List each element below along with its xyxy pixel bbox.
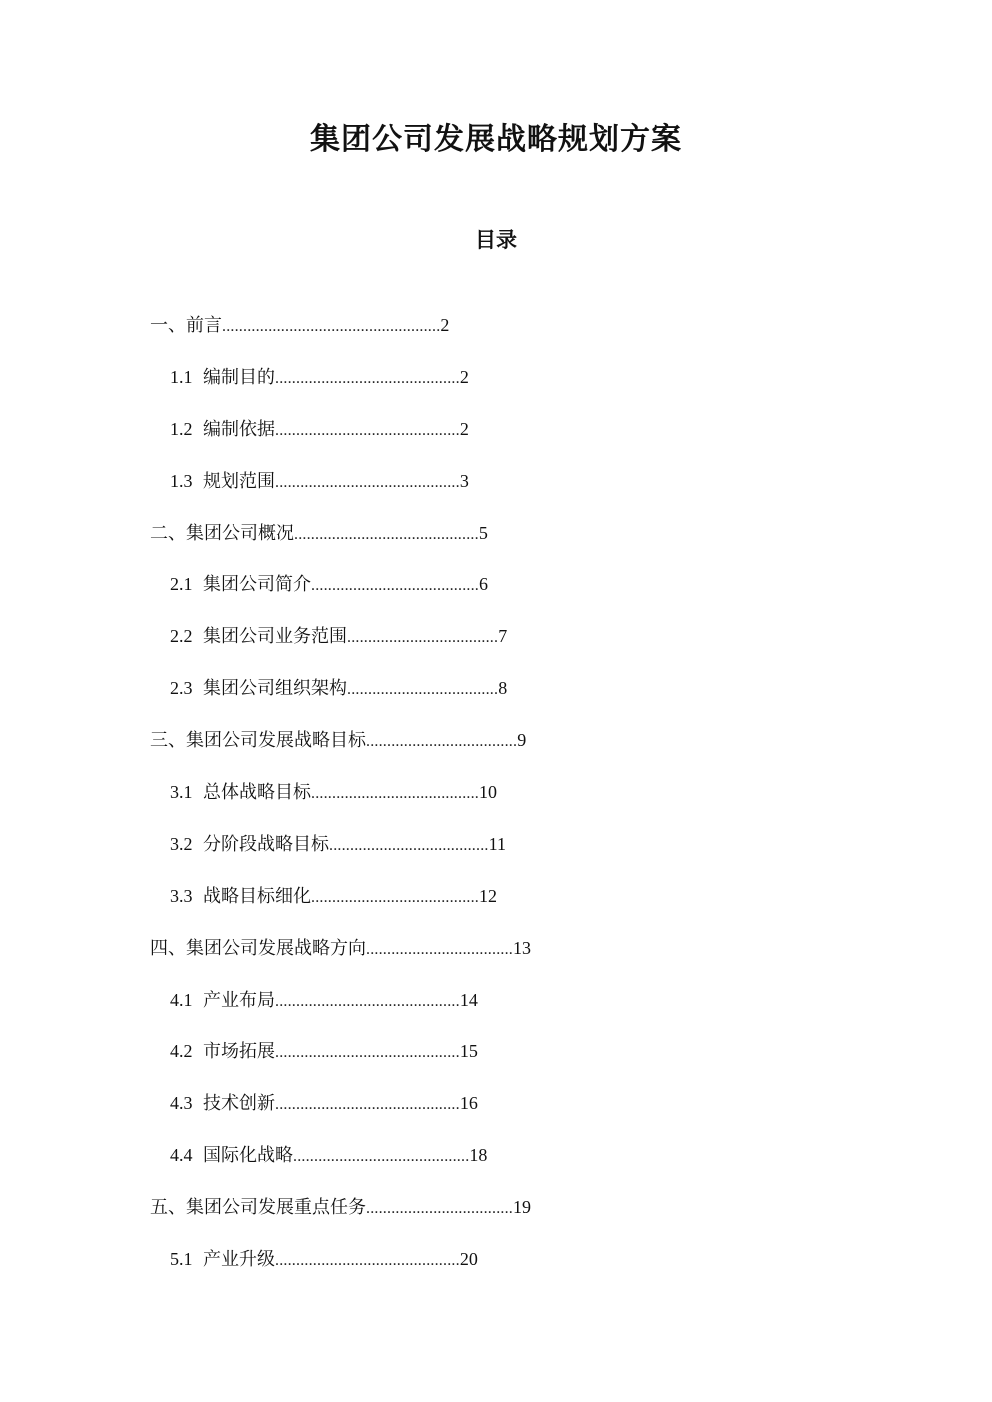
toc-entry-label: 四、集团公司发展战略方向 [150, 937, 366, 959]
toc-dot-leader: ........................................ [311, 577, 479, 595]
toc-subsection-entry[interactable] [0, 466, 992, 518]
toc-dot-leader: .................................................... [222, 318, 441, 335]
toc-section-entry[interactable] [0, 933, 992, 985]
toc-entry-number: 1.2 [170, 418, 193, 439]
toc-heading: 目录 [475, 228, 517, 252]
toc-dot-leader: ................................... [366, 940, 513, 958]
toc-page-number: 10 [479, 782, 497, 803]
toc-page-number: 20 [459, 1249, 478, 1270]
toc-dot-leader: .................................... [347, 629, 499, 647]
toc-entry-number: 1.3 [170, 470, 193, 491]
toc-subsection-entry[interactable] [0, 1244, 992, 1296]
toc-entry-label: 战略目标细化 [203, 885, 311, 907]
toc-subsection-entry[interactable] [0, 829, 992, 881]
toc-subsection-entry[interactable] [0, 1088, 992, 1140]
toc-subsection-entry[interactable] [0, 881, 992, 933]
toc-entry-number: 4.4 [170, 1145, 193, 1166]
toc-entry-label: 二、集团公司概况 [150, 522, 294, 544]
toc-entry-label: 编制依据 [203, 418, 275, 440]
toc-entry-number: 2.1 [170, 574, 193, 595]
toc-dot-leader: ............................................ [275, 1096, 460, 1114]
toc-subsection-entry[interactable] [0, 673, 992, 725]
toc-page-number: 13 [513, 937, 531, 958]
toc-dot-leader: .......................................... [293, 1148, 470, 1166]
toc-section-entry[interactable] [0, 310, 992, 362]
toc-entry-label: 市场拓展 [203, 1041, 275, 1063]
toc-entry-number: 2.2 [170, 626, 193, 647]
toc-page-number: 5 [478, 522, 488, 543]
toc-dot-leader: ........................................ [311, 888, 479, 906]
toc-subsection-entry[interactable] [0, 621, 992, 673]
toc-dot-leader: ............................................ [275, 421, 460, 439]
toc-entry-number: 3.3 [170, 885, 193, 906]
toc-page-number: 15 [459, 1041, 478, 1062]
toc-entry-number: 1.1 [170, 366, 193, 387]
toc-page-number: 14 [459, 989, 478, 1010]
toc-entry-label: 一、前言 [150, 315, 222, 336]
toc-dot-leader: ............................................ [275, 1252, 460, 1270]
toc-page-number: 19 [513, 1197, 531, 1218]
toc-page-number: 3 [459, 470, 469, 491]
toc-entry-number: 4.1 [170, 989, 193, 1010]
toc-entry-label: 技术创新 [203, 1093, 275, 1115]
toc-subsection-entry[interactable] [0, 414, 992, 466]
toc-page-number: 18 [469, 1145, 488, 1166]
toc-page-number: 6 [479, 574, 488, 595]
toc-entry-label: 集团公司业务范围 [203, 626, 347, 648]
toc-dot-leader: ...................................... [329, 836, 489, 854]
toc-subsection-entry[interactable] [0, 777, 992, 829]
toc-entry-number: 4.2 [170, 1041, 193, 1062]
toc-page-number: 2 [440, 315, 450, 335]
table-of-contents [0, 310, 992, 1296]
toc-entry-label: 产业升级 [203, 1249, 275, 1271]
toc-dot-leader: ............................................ [275, 369, 460, 387]
toc-entry-label: 集团公司组织架构 [203, 678, 347, 700]
toc-entry-label: 规划范围 [203, 470, 275, 492]
toc-dot-leader: ................................... [366, 1200, 513, 1218]
toc-entry-label: 国际化战略 [203, 1145, 293, 1167]
toc-entry-label: 产业布局 [203, 989, 275, 1011]
toc-dot-leader: ........................................ [311, 785, 479, 803]
toc-page-number: 9 [517, 730, 527, 751]
toc-entry-label: 分阶段战略目标 [203, 833, 329, 855]
toc-entry-label: 编制目的 [203, 366, 275, 388]
toc-dot-leader: ............................................ [275, 992, 460, 1010]
toc-subsection-entry[interactable] [0, 569, 992, 621]
toc-entry-number: 5.1 [170, 1249, 193, 1270]
toc-entry-number: 2.3 [170, 678, 193, 699]
toc-subsection-entry[interactable] [0, 362, 992, 414]
document-title: 集团公司发展战略规划方案 [310, 122, 682, 157]
toc-page-number: 7 [498, 626, 508, 647]
toc-entry-label: 集团公司简介 [203, 574, 311, 596]
toc-entry-label: 五、集团公司发展重点任务 [150, 1197, 366, 1219]
toc-page-number: 16 [459, 1093, 478, 1114]
toc-subsection-entry[interactable] [0, 1140, 992, 1192]
toc-entry-number: 3.2 [170, 833, 193, 854]
toc-entry-number: 3.1 [170, 782, 193, 803]
toc-section-entry[interactable] [0, 1192, 992, 1244]
toc-page-number: 2 [459, 418, 469, 439]
toc-entry-label: 总体战略目标 [203, 782, 311, 804]
toc-section-entry[interactable] [0, 518, 992, 570]
toc-subsection-entry[interactable] [0, 1036, 992, 1088]
toc-entry-label: 三、集团公司发展战略目标 [150, 730, 366, 752]
toc-page-number: 8 [498, 678, 508, 699]
toc-page-number: 2 [459, 366, 469, 387]
toc-subsection-entry[interactable] [0, 985, 992, 1037]
toc-dot-leader: ............................................ [294, 525, 479, 543]
toc-dot-leader: .................................... [366, 733, 518, 751]
toc-page-number: 11 [488, 833, 506, 854]
toc-dot-leader: ............................................ [275, 1044, 460, 1062]
toc-section-entry[interactable] [0, 725, 992, 777]
toc-entry-number: 4.3 [170, 1093, 193, 1114]
toc-page-number: 12 [479, 885, 497, 906]
toc-dot-leader: ............................................ [275, 473, 460, 491]
toc-dot-leader: .................................... [347, 681, 499, 699]
